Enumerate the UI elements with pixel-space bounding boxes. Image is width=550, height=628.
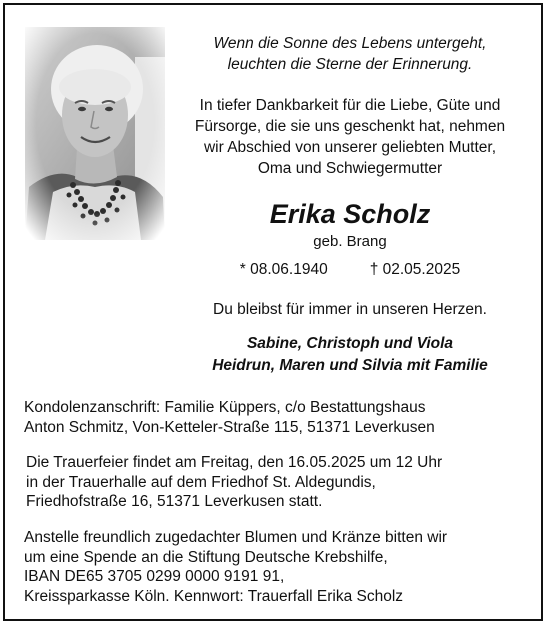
portrait-photo xyxy=(25,27,165,240)
family-signature xyxy=(180,333,520,377)
remembrance-text: Du bleibst für immer in unseren Herzen. xyxy=(213,301,487,318)
family-line: Heidrun, Maren und Silvia mit Familie xyxy=(212,357,488,374)
intro-line: Fürsorge, die sie uns geschenkt hat, nehmen xyxy=(194,118,506,135)
intro-line: Oma und Schwiegermutter xyxy=(257,160,443,177)
quote xyxy=(180,33,520,75)
condolence-line: Anton Schmitz, Von-Ketteler-Straße 115, 51371 Leverkusen xyxy=(24,418,435,436)
ceremony-info xyxy=(26,453,526,512)
intro-line: wir Abschied von unserer geliebten Mutter, xyxy=(203,139,497,156)
donation-line: Kreissparkasse Köln. Kennwort: Trauerfall Erika Scholz xyxy=(24,587,404,605)
condolence-address xyxy=(24,398,524,437)
donation-line: IBAN DE65 3705 0299 0000 9191 91, xyxy=(24,568,285,585)
life-dates xyxy=(180,260,520,280)
ceremony-line: Friedhofstraße 16, 51371 Leverkusen statt. xyxy=(26,493,323,510)
quote-line: leuchten die Sterne der Erinnerung. xyxy=(227,56,473,73)
donation-line: um eine Spende an die Stiftung Deutsche Krebshilfe, xyxy=(24,548,388,566)
birth-date: * 08.06.1940 xyxy=(239,261,328,278)
death-date: † 02.05.2025 xyxy=(369,261,461,278)
birth-name: geb. Brang xyxy=(313,233,387,250)
donation-info xyxy=(24,528,524,606)
quote-line: Wenn die Sonne des Lebens untergeht, xyxy=(213,35,487,52)
intro-text xyxy=(180,95,520,179)
ceremony-line: Die Trauerfeier findet am Freitag, den 16.05.2025 um 12 Uhr xyxy=(26,454,443,471)
condolence-line: Kondolenzanschrift: Familie Küppers, c/o Bestattungshaus xyxy=(24,399,426,416)
ceremony-line: in der Trauerhalle auf dem Friedhof St. Aldegundis, xyxy=(26,473,376,491)
donation-line: Anstelle freundlich zugedachter Blumen und Kränze bitten wir xyxy=(24,529,448,546)
deceased-name: Erika Scholz xyxy=(269,199,431,229)
family-line: Sabine, Christoph und Viola xyxy=(246,335,454,352)
intro-line: In tiefer Dankbarkeit für die Liebe, Güte und xyxy=(199,97,501,114)
